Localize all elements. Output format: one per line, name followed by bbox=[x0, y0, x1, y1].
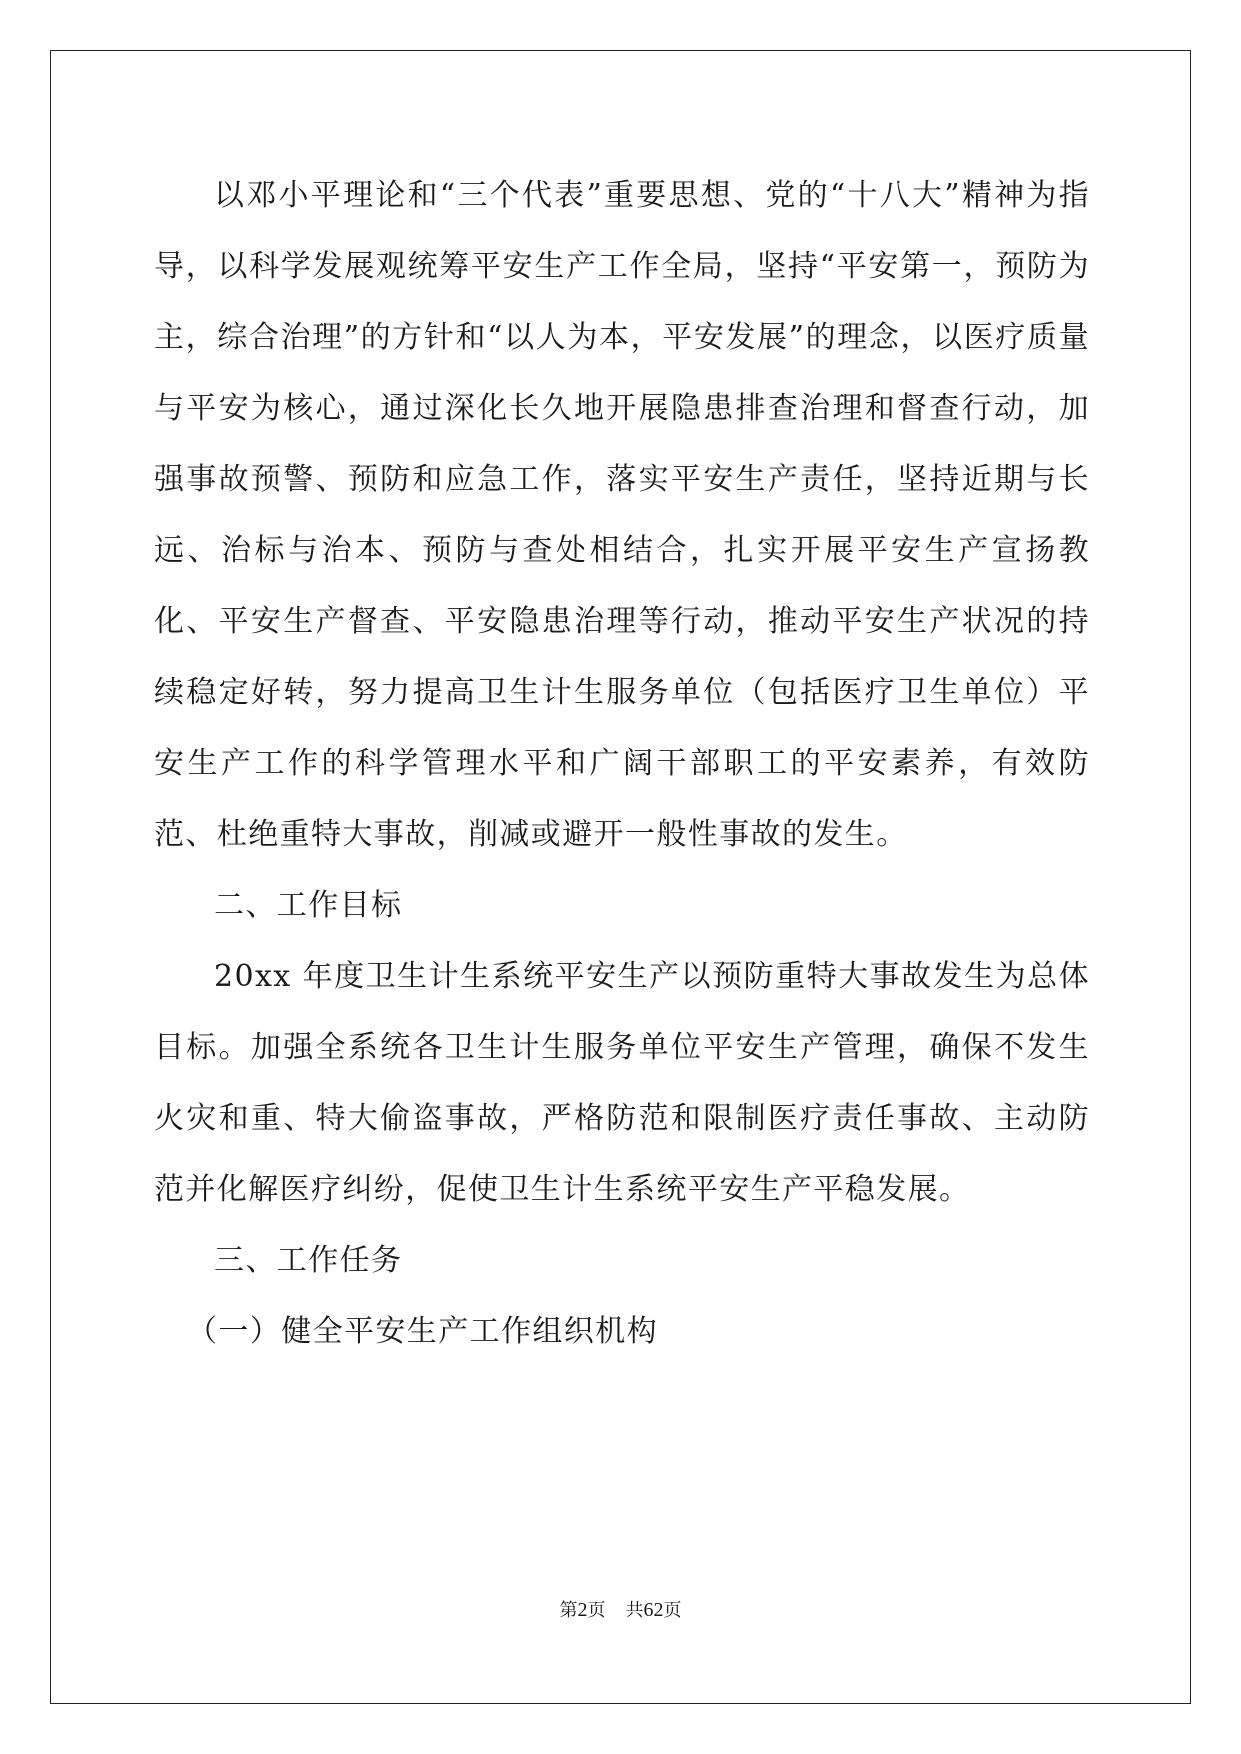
paragraph-guiding-ideology: 以邓小平理论和“三个代表”重要思想、党的“十八大”精神为指导，以科学发展观统筹平安生产工作全局，坚持“平安第一，预防为主，综合治理”的方针和“以人为本，平安发展”的理念，以医疗质量与平安为核心，通过深化长久地开展隐患排查治理和督查行动，加强事故预警、预防和应急工作，落实平安生产责任，坚持近期与长远、治标与治本、预防与查处相结合，扎实开展平安生产宣扬教化、平安生产督查、平安隐患治理等行动，推动平安生产状况的持续稳定好转，努力提高卫生计生服务单位（包括医疗卫生单位）平安生产工作的科学管理水平和广阔干部职工的平安素养，有效防范、杜绝重特大事故，削减或避开一般性事故的发生。 bbox=[154, 178, 1090, 852]
page-number: 2 bbox=[577, 1599, 588, 1621]
paragraph-work-goals: 20xx 年度卫生计生系统平安生产以预防重特大事故发生为总体目标。加强全系统各卫生计生服务单位平安生产管理，确保不发生火灾和重、特大偷盗事故，严格防范和限制医疗责任事故、主动防范并化解医疗纠纷，促使卫生计生系统平安生产平稳发展。 bbox=[154, 959, 1091, 1207]
section-heading-work-tasks: 三、工作任务 bbox=[214, 1243, 403, 1278]
subsection-heading-organization: （一）健全平安生产工作组织机构 bbox=[187, 1314, 658, 1349]
total-pages: 62 bbox=[643, 1599, 664, 1621]
page-footer bbox=[0, 1596, 1241, 1622]
total-suffix: 页 bbox=[663, 1600, 682, 1621]
total-prefix: 共 bbox=[625, 1600, 644, 1621]
page-suffix: 页 bbox=[587, 1600, 606, 1621]
section-heading-work-goals: 二、工作目标 bbox=[214, 888, 403, 923]
document-body bbox=[154, 160, 1090, 1367]
page-prefix: 第 bbox=[559, 1600, 578, 1621]
